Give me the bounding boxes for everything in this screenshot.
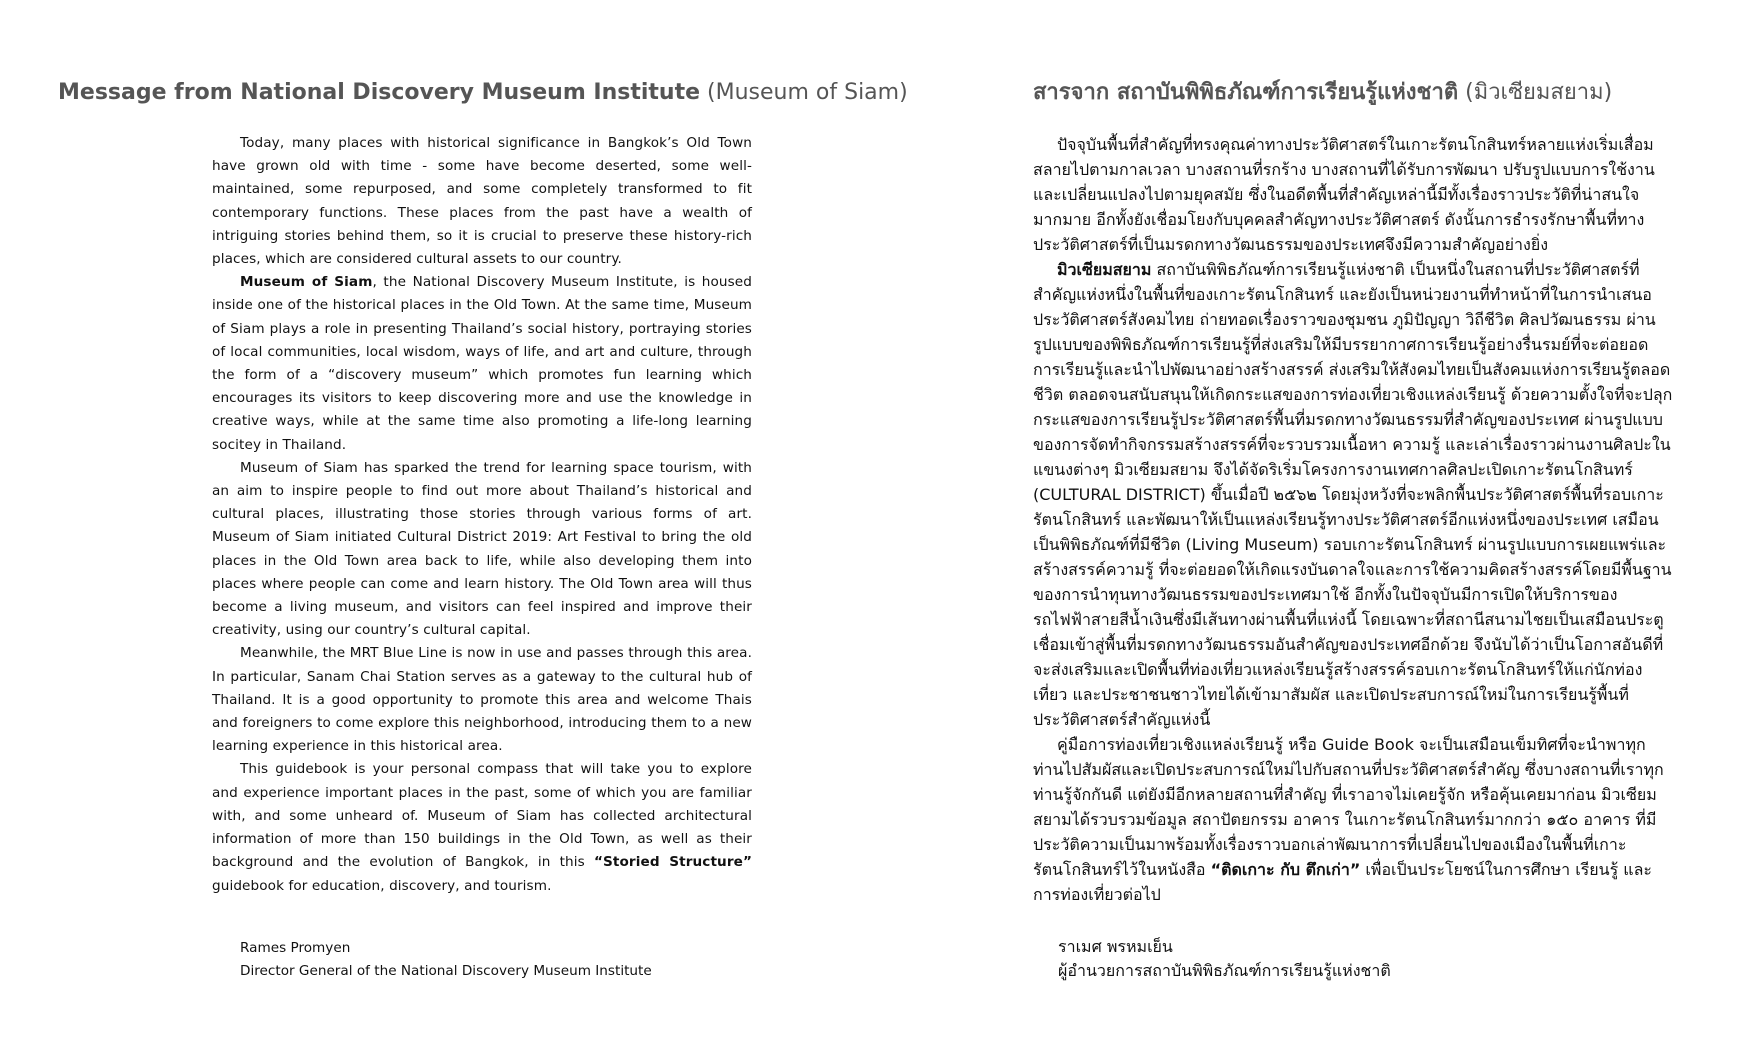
english-paragraph-1 — [212, 132, 752, 271]
thai-paragraph-1 — [1033, 132, 1673, 257]
english-paragraph-2 — [212, 271, 752, 457]
english-paragraph-4 — [212, 642, 752, 758]
english-heading — [58, 79, 908, 107]
paragraph-lead-bold: มิวเซียมสยาม — [1057, 260, 1152, 279]
signatory-title: ผู้อำนวยการสถาบันพิพิธภัณฑ์การเรียนรู้แห่งชาติ — [1058, 961, 1391, 980]
paragraph-text: Today, many places with historical significance in Bangkok’s Old Town have grown old with time - some have become deserted, some well-maintained, some repurposed, and some completely transformed to fit contemporary functions. These places from the past have a wealth of intriguing stories behind them, so it is crucial to preserve these history-rich places, which are considered cultural assets to our country. — [212, 135, 752, 268]
thai-heading-sub: (มิวเซียมสยาม) — [1465, 80, 1613, 105]
paragraph-text: guidebook for education, discovery, and tourism. — [212, 877, 552, 894]
paragraph-text: , the National Discovery Museum Institute, is housed inside one of the historical places in the Old Town. At the same time, Museum of Siam plays a role in presenting Thailand’s social history, portraying stories of local communities, local wisdom, ways of life, and art and culture, through the form of a “discovery museum” which promotes fun learning which encourages its visitors to keep discovering more and use the knowledge in creative ways, while at the same time also promoting a life-long learning socitey in Thailand. — [212, 274, 752, 453]
english-heading-sub: (Museum of Siam) — [707, 80, 908, 105]
thai-body — [1033, 132, 1673, 907]
paragraph-text: This guidebook is your personal compass that will take you to explore and experience important places in the past, some of which you are familiar with, and some unheard of. Museum of Siam has collected architectural information of more than 150 buildings in the Old Town, as well as their background and the evolution of Bangkok, in this — [212, 761, 752, 871]
english-signature — [240, 937, 652, 983]
thai-heading — [1033, 79, 1612, 107]
paragraph-text: Meanwhile, the MRT Blue Line is now in use and passes through this area. In particular, Sanam Chai Station serves as a gateway to the cultural hub of Thailand. It is a good opportunity to promote this area and welcome Thais and foreigners to come explore this neighborhood, introducing them to a new learning experience in this historical area. — [212, 645, 752, 755]
book-title-bold: “ติดเกาะ กับ ตึกเก่า” — [1210, 860, 1361, 879]
paragraph-text: ปัจจุบันพื้นที่สำคัญที่ทรงคุณค่าทางประวัติศาสตร์ในเกาะรัตนโกสินทร์หลายแห่งเริ่มเสื่อมสลายไปตามกาลเวลา บางสถานที่รกร้าง บางสถานที่ได้รับการพัฒนา ปรับรูปแบบการใช้งานและเปลี่ยนแปลงไปตามยุคสมัย ซึ่งในอดีตพื้นที่สำคัญเหล่านี้มีทั้งเรื่องราวประวัติที่น่าสนใจมากมาย อีกทั้งยังเชื่อมโยงกับบุคคลสำคัญทางประวัติศาสตร์ ดังนั้นการธำรงรักษาพื้นที่ทางประวัติศาสตร์ที่เป็นมรดกทางวัฒนธรรมของประเทศจึงมีความสำคัญอย่างยิ่ง — [1033, 135, 1655, 254]
signatory-name: Rames Promyen — [240, 940, 351, 956]
thai-heading-main: สารจาก สถาบันพิพิธภัณฑ์การเรียนรู้แห่งชาติ — [1033, 80, 1459, 105]
english-paragraph-5 — [212, 758, 752, 897]
thai-page — [874, 0, 1748, 1063]
thai-paragraph-3 — [1033, 732, 1673, 907]
english-heading-main: Message from National Discovery Museum Institute — [58, 80, 701, 105]
thai-paragraph-2 — [1033, 257, 1673, 732]
thai-signature — [1058, 935, 1391, 983]
english-body — [212, 132, 752, 898]
paragraph-text: เพื่อเป็นประโยชน์ในการศึกษา เรียนรู้ และการท่องเที่ยวต่อไป — [1033, 860, 1652, 904]
signatory-name: ราเมศ พรหมเย็น — [1058, 937, 1173, 956]
paragraph-text: สถาบันพิพิธภัณฑ์การเรียนรู้แห่งชาติ เป็นหนึ่งในสถานที่ประวัติศาสตร์ที่สำคัญแห่งหนึ่งในพื้นที่ของเกาะรัตนโกสินทร์ และยังเป็นหน่วยงานที่ทำหน้าที่ในการนำเสนอประวัติศาสตร์สังคมไทย ถ่ายทอดเรื่องราวของชุมชน ภูมิปัญญา วิถีชีวิต ศิลปวัฒนธรรม ผ่านรูปแบบของพิพิธภัณฑ์การเรียนรู้ที่ส่งเสริมให้มีบรรยากาศการเรียนรู้อย่างรื่นรมย์ที่จะต่อยอดการเรียนรู้และนำไปพัฒนาอย่างสร้างสรรค์ ส่งเสริมให้สังคมไทยเป็นสังคมแห่งการเรียนรู้ตลอดชีวิต ตลอดจนสนับสนุนให้เกิดกระแสของการท่องเที่ยวเชิงแหล่งเรียนรู้ ด้วยความตั้งใจที่จะปลุกกระแสของการเรียนรู้ประวัติศาสตร์พื้นที่มรดกทางวัฒนธรรมที่สำคัญของประเทศ ผ่านรูปแบบของการจัดทำกิจกรรมสร้างสรรค์ที่จะรวบรวมเนื้อหา ความรู้ และเล่าเรื่องราวผ่านงานศิลปะในแขนงต่างๆ มิวเซียมสยาม จึงได้จัดริเริ่มโครงการงานเทศกาลศิลปะเปิดเกาะรัตนโกสินทร์ (CULTURAL DISTRICT) ขึ้นเมื่อปี ๒๕๖๒ โดยมุ่งหวังที่จะพลิกพื้นประวัติศาสตร์พื้นที่รอบเกาะรัตนโกสินทร์ และพัฒนาให้เป็นแหล่งเรียนรู้ทางประวัติศาสตร์อีกแห่งหนึ่งของประเทศ เสมือนเป็นพิพิธภัณฑ์ที่มีชีวิต (Living Museum) รอบเกาะรัตนโกสินทร์ ผ่านรูปแบบการเผยแพร่และสร้างสรรค์ความรู้ ที่จะต่อยอดให้เกิดแรงบันดาลใจและการใช้ความคิดสร้างสรรค์โดยมีพื้นฐานของการนำทุนทางวัฒนธรรมของประเทศมาใช้ อีกทั้งในปัจจุบันมีการเปิดให้บริการของรถไฟฟ้าสายสีน้ำเงินซึ่งมีเส้นทางผ่านพื้นที่แห่งนี้ โดยเฉพาะที่สถานีสนามไชยเป็นเสมือนประตูเชื่อมเข้าสู่พื้นที่มรดกทางวัฒนธรรมอันสำคัญของประเทศอีกด้วย จึงนับได้ว่าเป็นโอกาสอันดีที่จะส่งเสริมและเปิดพื้นที่ท่องเที่ยวแหล่งเรียนรู้สร้างสรรค์รอบเกาะรัตนโกสินทร์ให้แก่นักท่องเที่ยว และประชาชนชาวไทยได้เข้ามาสัมผัส และเปิดประสบการณ์ใหม่ในการเรียนรู้พื้นที่ประวัติศาสตร์สำคัญแห่งนี้ — [1033, 260, 1673, 729]
english-paragraph-3 — [212, 457, 752, 643]
signatory-title: Director General of the National Discovery Museum Institute — [240, 963, 652, 979]
paragraph-text: Museum of Siam has sparked the trend for learning space tourism, with an aim to inspire people to find out more about Thailand’s historical and cultural places, illustrating those stories through various forms of art. Museum of Siam initiated Cultural District 2019: Art Festival to bring the old places in the Old Town area back to life, while also developing them into places where people can come and learn history. The Old Town area will thus become a living museum, and visitors can feel inspired and improve their creativity, using our country’s cultural capital. — [212, 459, 752, 639]
paragraph-text: คู่มือการท่องเที่ยวเชิงแหล่งเรียนรู้ หรือ Guide Book จะเป็นเสมือนเข็มทิศที่จะนำพาทุกท่านไปสัมผัสและเปิดประสบการณ์ใหม่ไปกับสถานที่ประวัติศาสตร์สำคัญ ซึ่งบางสถานที่เราทุกท่านรู้จักกันดี แต่ยังมีอีกหลายสถานที่สำคัญ ที่เราอาจไม่เคยรู้จัก หรือคุ้นเคยมาก่อน มิวเซียมสยามได้รวบรวมข้อมูล สถาปัตยกรรม อาคาร ในเกาะรัตนโกสินทร์มากกว่า ๑๕๐ อาคาร ที่มีประวัติความเป็นมาพร้อมทั้งเรื่องราวบอกเล่าพัฒนาการที่เปลี่ยนไปของเมืองในพื้นที่เกาะรัตนโกสินทร์ไว้ในหนังสือ — [1033, 735, 1664, 879]
book-title-bold: “Storied Structure” — [593, 854, 752, 871]
paragraph-lead-bold: Museum of Siam — [240, 274, 373, 291]
